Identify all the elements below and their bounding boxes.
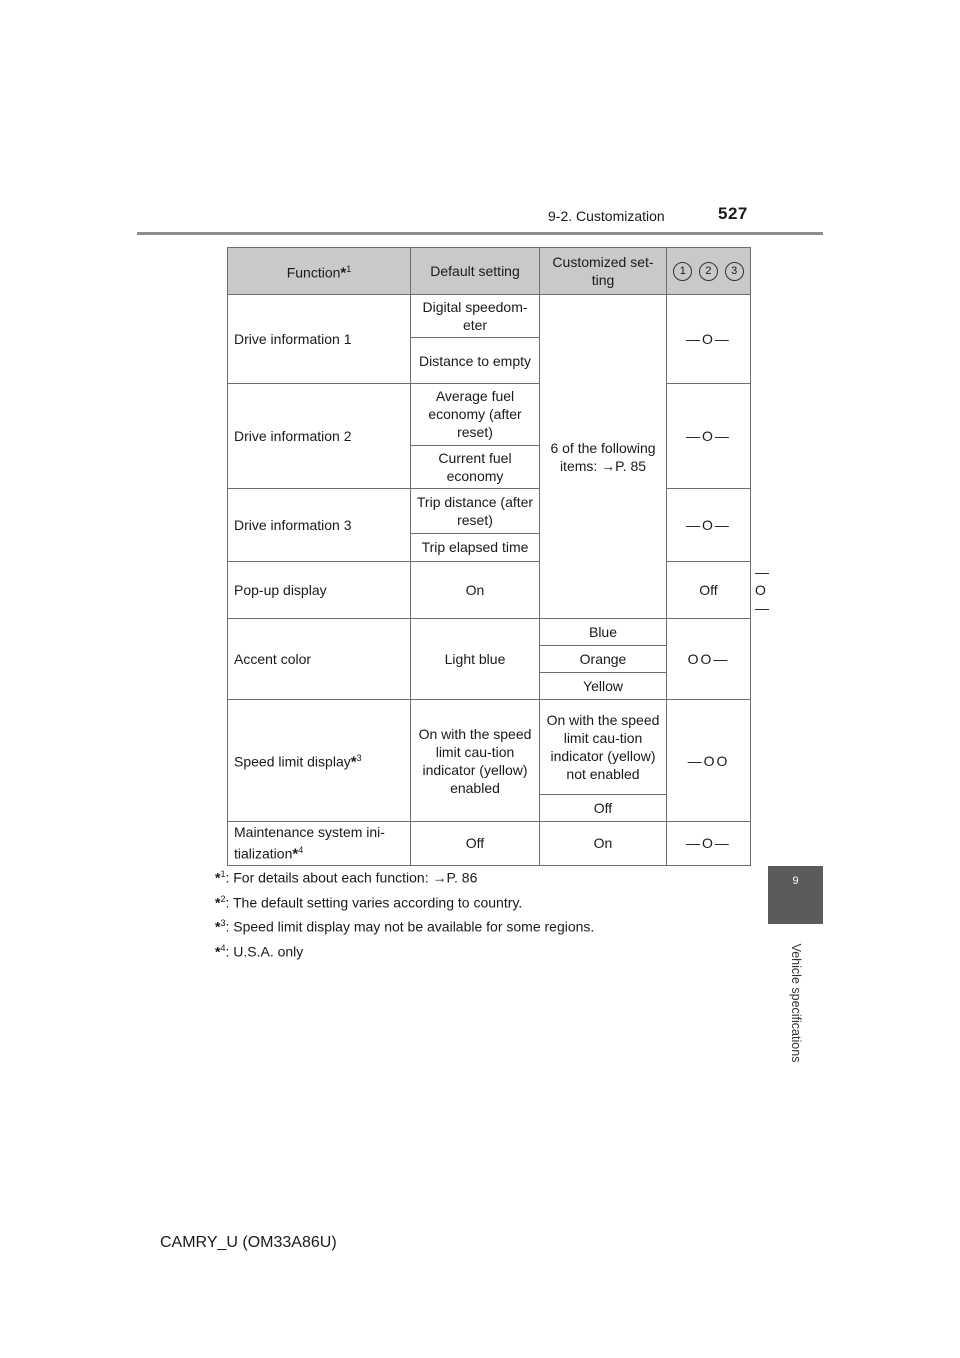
footnote: *$^1$: For details about each function: →P. 86 <box>215 869 478 886</box>
table-row <box>228 384 751 446</box>
method-marks: —O— <box>667 295 751 384</box>
function-name: Drive information 2 <box>228 384 411 489</box>
customized-option: On <box>540 822 667 866</box>
default-option: On <box>411 562 540 619</box>
footnote: *$^4$: U.S.A. only <box>215 942 304 960</box>
footnote: *$^3$: Speed limit display may not be available for some regions. <box>215 918 595 935</box>
section-title: 9-2. Customization <box>548 208 665 224</box>
function-name: Speed limit display*$^3$ <box>228 700 411 822</box>
header-customized-setting: Customized set-ting <box>540 248 667 295</box>
table-row <box>228 295 751 338</box>
method-2-circle: 2 <box>699 262 718 281</box>
table-row <box>228 822 751 866</box>
default-option: Distance to empty <box>411 338 540 384</box>
customized-option: Off <box>667 562 751 619</box>
function-name: Drive information 3 <box>228 489 411 562</box>
method-marks: —OO <box>667 700 751 822</box>
customized-option: Yellow <box>540 673 667 700</box>
customized-shared: 6 of the following items: →P. 85 <box>540 295 667 619</box>
method-marks: —O— <box>667 822 751 866</box>
method-marks: OO— <box>667 619 751 700</box>
default-option: On with the speed limit cau-tion indicator (yellow) enabled <box>411 700 540 822</box>
chapter-tab <box>768 866 823 924</box>
header-function: Function*$^1$ <box>228 248 411 295</box>
default-option: Trip elapsed time <box>411 533 540 561</box>
method-1-circle: 1 <box>673 262 692 281</box>
default-option: Off <box>411 822 540 866</box>
method-marks: —O— <box>667 384 751 489</box>
table-header-row <box>228 248 751 295</box>
function-name: Drive information 1 <box>228 295 411 384</box>
table-row: Pop-up display On Off —O— <box>228 562 751 619</box>
method-3-circle: 3 <box>725 262 744 281</box>
default-option: Average fuel economy (after reset) <box>411 384 540 446</box>
default-option: Light blue <box>411 619 540 700</box>
page-number: 527 <box>718 204 748 223</box>
function-name: Maintenance system ini-tialization*$^4$ <box>228 822 411 866</box>
customized-option: Orange <box>540 646 667 673</box>
chapter-number: 9 <box>792 875 799 887</box>
footnote: *$^2$: The default setting varies according to country. <box>215 893 523 911</box>
default-option: Digital speedom-eter <box>411 295 540 338</box>
customization-table <box>227 247 771 866</box>
customized-option: Blue <box>540 619 667 646</box>
function-name: Accent color <box>228 619 411 700</box>
header-method-numbers <box>667 248 751 295</box>
table-row <box>228 619 751 646</box>
document-code: CAMRY_U (OM33A86U) <box>160 1234 337 1251</box>
customized-option: Off <box>540 795 667 822</box>
header-divider <box>137 232 823 235</box>
default-option: Trip distance (after reset) <box>411 489 540 534</box>
customized-option: On with the speed limit cau-tion indicator (yellow) not enabled <box>540 700 667 795</box>
table-row <box>228 489 751 534</box>
function-name: Pop-up display <box>228 562 411 619</box>
footnotes <box>215 864 594 963</box>
method-marks: —O— <box>667 489 751 562</box>
table-row <box>228 700 751 795</box>
default-option: Current fuel economy <box>411 445 540 488</box>
header-default-setting: Default setting <box>411 248 540 295</box>
chapter-label: Vehicle specifications <box>789 943 803 1063</box>
